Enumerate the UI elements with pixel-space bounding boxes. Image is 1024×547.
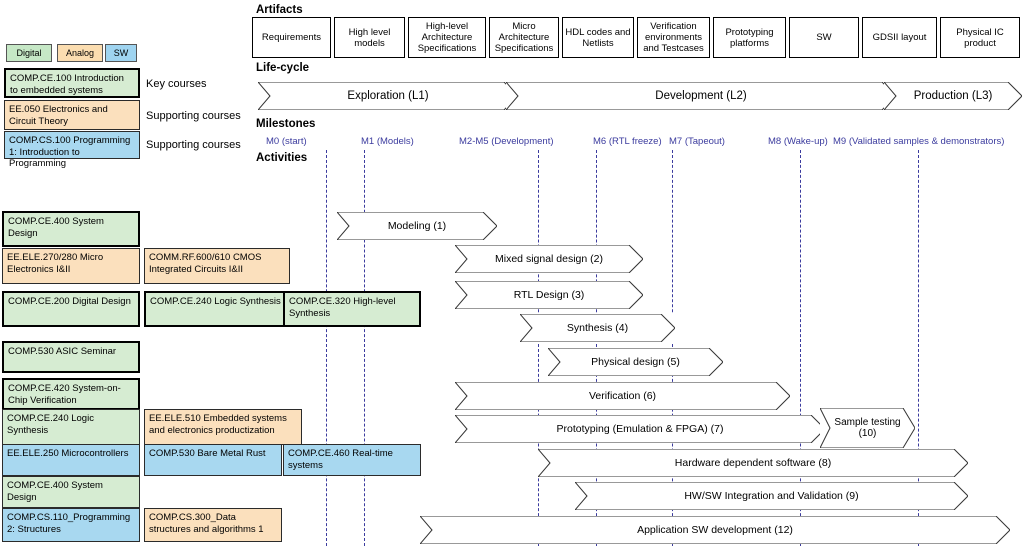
section-title-artifacts: Artifacts <box>256 4 303 16</box>
lifecycle-phase-development <box>506 82 896 110</box>
lifecycle-phase-exploration <box>258 82 518 110</box>
activity-hardware-dependent-software <box>538 449 968 477</box>
activity-physical-design <box>548 348 723 376</box>
course-box: COMP.CS.110_Programming 2: Structures <box>2 508 140 542</box>
milestone-line-m2m5 <box>538 150 539 546</box>
course-box: EE.ELE.270/280 Micro Electronics I&II <box>2 248 140 284</box>
activity-verification <box>455 382 790 410</box>
course-box: COMP.CE.400 System Design <box>2 211 140 247</box>
legend-note-supporting-analog: Supporting courses <box>146 110 241 122</box>
legend-course-supporting-sw: COMP.CS.100 Programming 1: Introduction to Programming <box>4 131 140 159</box>
activity-prototyping <box>455 415 825 443</box>
legend-chip-sw: SW <box>105 44 137 62</box>
course-box: COMP.530 ASIC Seminar <box>2 341 140 373</box>
legend-chip-digital: Digital <box>6 44 52 62</box>
lifecycle-phase-label: Exploration (L1) <box>347 90 429 102</box>
activity-label: Application SW development (12) <box>637 524 793 536</box>
milestone-label-m7: M7 (Tapeout) <box>669 136 725 147</box>
artifact-box: High-level Architecture Specifications <box>408 17 486 58</box>
course-box: COMP.CE.240 Logic Synthesis <box>144 291 290 327</box>
course-box: COMP.CE.240 Logic Synthesis <box>2 409 140 445</box>
legend-course-supporting-analog: EE.050 Electronics and Circuit Theory <box>4 100 140 130</box>
activity-label: Sample testing (10) <box>834 417 901 439</box>
activity-hw-sw-integration <box>575 482 968 510</box>
activity-application-sw-development <box>420 516 1010 544</box>
activity-label: Synthesis (4) <box>566 322 629 334</box>
activity-label: HW/SW Integration and Validation (9) <box>684 490 859 502</box>
lifecycle-phase-label: Production (L3) <box>913 90 993 102</box>
course-box: EE.ELE.250 Microcontrollers <box>2 444 140 476</box>
artifact-box: SW <box>789 17 859 58</box>
milestone-label-m1: M1 (Models) <box>361 136 414 147</box>
activity-synthesis <box>520 314 675 342</box>
course-box: COMP.530 Bare Metal Rust <box>144 444 282 476</box>
milestone-line-m0 <box>326 150 327 546</box>
activity-label: Mixed signal design (2) <box>495 253 603 265</box>
section-title-milestones: Milestones <box>256 118 316 130</box>
artifact-box: Prototyping platforms <box>713 17 786 58</box>
artifact-box: Physical IC product <box>940 17 1020 58</box>
activity-modeling <box>337 212 497 240</box>
activity-sample-testing <box>820 408 915 448</box>
section-title-activities: Activities <box>256 152 308 164</box>
lifecycle-phase-production <box>884 82 1022 110</box>
activity-rtl-design <box>455 281 643 309</box>
course-box: COMP.CE.420 System-on-Chip Verification <box>2 378 140 410</box>
activity-label: Modeling (1) <box>387 220 447 232</box>
activity-label: Hardware dependent software (8) <box>674 457 832 469</box>
course-box: COMP.CE.460 Real-time systems <box>283 444 421 476</box>
legend-note-key: Key courses <box>146 78 207 90</box>
milestone-label-m0: M0 (start) <box>266 136 307 147</box>
artifact-box: GDSII layout <box>862 17 937 58</box>
activity-label: Verification (6) <box>588 390 657 402</box>
artifact-box: HDL codes and Netlists <box>562 17 634 58</box>
activity-label: Prototyping (Emulation & FPGA) (7) <box>556 423 724 435</box>
artifact-box: Micro Architecture Specifications <box>489 17 559 58</box>
artifact-box: Verification environments and Testcases <box>637 17 710 58</box>
activity-label: Physical design (5) <box>591 356 680 368</box>
course-box: COMP.CE.320 High-level Synthesis <box>283 291 421 327</box>
course-box: EE.ELE.510 Embedded systems and electronics productization <box>144 409 302 445</box>
artifact-box: Requirements <box>252 17 331 58</box>
activity-mixed-signal-design <box>455 245 643 273</box>
course-box: COMP.CE.200 Digital Design <box>2 291 140 327</box>
legend-chip-analog: Analog <box>57 44 103 62</box>
milestone-label-m9: M9 (Validated samples & demonstrators) <box>833 136 1005 147</box>
lifecycle-phase-label: Development (L2) <box>655 90 747 102</box>
legend-note-supporting-sw: Supporting courses <box>146 139 241 151</box>
activity-label: RTL Design (3) <box>513 289 585 301</box>
course-box: COMP.CS.300_Data structures and algorithms 1 <box>144 508 282 542</box>
section-title-lifecycle: Life-cycle <box>256 62 310 74</box>
milestone-label-m6: M6 (RTL freeze) <box>593 136 662 147</box>
course-box: COMP.CE.400 System Design <box>2 476 140 508</box>
milestone-line-m1 <box>364 150 365 546</box>
milestone-label-m2m5: M2-M5 (Development) <box>459 136 554 147</box>
artifact-box: High level models <box>334 17 405 58</box>
legend-course-key: COMP.CE.100 Introduction to embedded systems <box>4 68 140 98</box>
milestone-label-m8: M8 (Wake-up) <box>768 136 828 147</box>
course-box: COMM.RF.600/610 CMOS Integrated Circuits I&II <box>144 248 290 284</box>
